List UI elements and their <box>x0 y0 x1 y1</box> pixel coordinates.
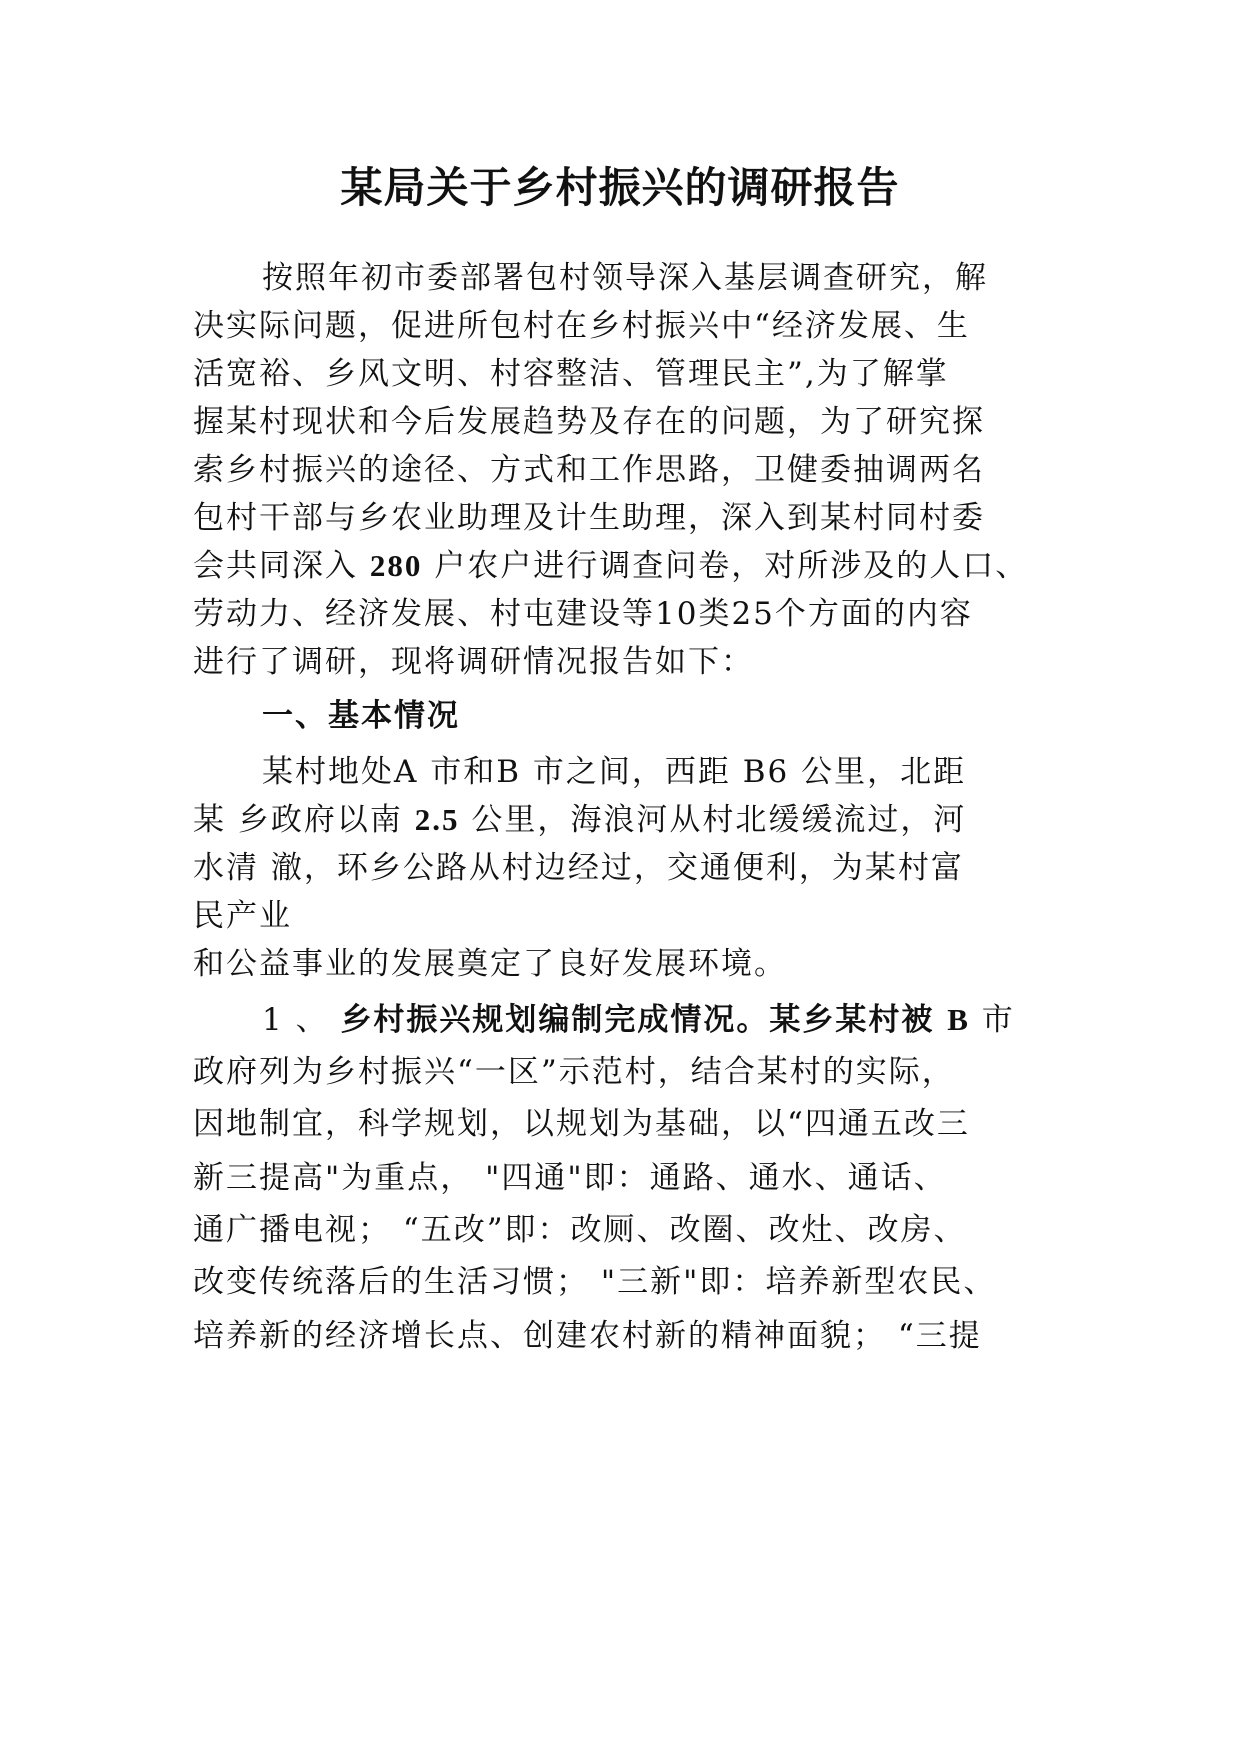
intro-line-7-start: 会共同深入 <box>193 548 370 584</box>
item1-number: 1 、 <box>262 1002 341 1038</box>
section1-line-4: 民产业 <box>193 898 292 934</box>
intro-line-5: 索乡村振兴的途径、方式和工作思路，卫健委抽调两名 <box>193 452 985 488</box>
intro-line-8: 劳动力、经济发展、村屯建设等10类25个方面的内容 <box>193 596 973 632</box>
item1-city-letter: B <box>947 1002 970 1037</box>
section-heading-basic: 一、基本情况 <box>262 698 460 734</box>
section1-line-1: 某村地处A 市和B 市之间，西距 B6 公里，北距 <box>262 754 967 790</box>
intro-line-9: 进行了调研，现将调研情况报告如下： <box>193 644 754 680</box>
intro-line-3: 活宽裕、乡风文明、村容整洁、管理民主”,为了解掌 <box>193 356 949 392</box>
item1-line-2: 政府列为乡村振兴“一区”示范村，结合某村的实际， <box>193 1054 955 1090</box>
item1-line-3: 因地制宜，科学规划，以规划为基础，以“四通五改三 <box>193 1106 970 1142</box>
item1-line-1-tail: 市 <box>969 1002 1015 1038</box>
section1-line-2 <box>193 800 966 840</box>
distance-value: 2.5 <box>414 802 460 837</box>
item1-line-7: 培养新的经济增长点、创建农村新的精神面貌； “三提 <box>193 1318 982 1354</box>
item1-heading: 乡村振兴规划编制完成情况。某乡某村被 <box>340 1002 948 1038</box>
section1-line-2-end: 公里，海浪河从村北缓缓流过，河 <box>459 802 967 838</box>
intro-line-7 <box>193 546 1028 586</box>
intro-line-7-end: 户农户进行调查问卷，对所涉及的人口、 <box>422 548 1029 584</box>
section1-line-2-start: 某 乡政府以南 <box>193 802 415 838</box>
item1-line-6: 改变传统落后的生活习惯； "三新"即：培养新型农民、 <box>193 1264 997 1300</box>
intro-line-6: 包村干部与乡农业助理及计生助理，深入到某村同村委 <box>193 500 985 536</box>
item1-line-1 <box>262 1000 1015 1040</box>
section1-line-5: 和公益事业的发展奠定了良好发展环境。 <box>193 946 787 982</box>
household-count: 280 <box>369 548 423 583</box>
intro-line-2: 决实际问题，促进所包村在乡村振兴中“经济发展、生 <box>193 308 970 344</box>
document-title: 某局关于乡村振兴的调研报告 <box>340 163 900 212</box>
intro-line-1: 按照年初市委部署包村领导深入基层调查研究，解 <box>262 260 988 296</box>
section1-line-3: 水清 澈，环乡公路从村边经过，交通便利，为某村富 <box>193 850 964 886</box>
intro-line-4: 握某村现状和今后发展趋势及存在的问题，为了研究探 <box>193 404 985 440</box>
item1-line-5: 通广播电视； “五改”即：改厕、改圈、改灶、改房、 <box>193 1212 967 1248</box>
item1-line-4: 新三提高"为重点， "四通"即：通路、通水、通话、 <box>193 1160 947 1196</box>
